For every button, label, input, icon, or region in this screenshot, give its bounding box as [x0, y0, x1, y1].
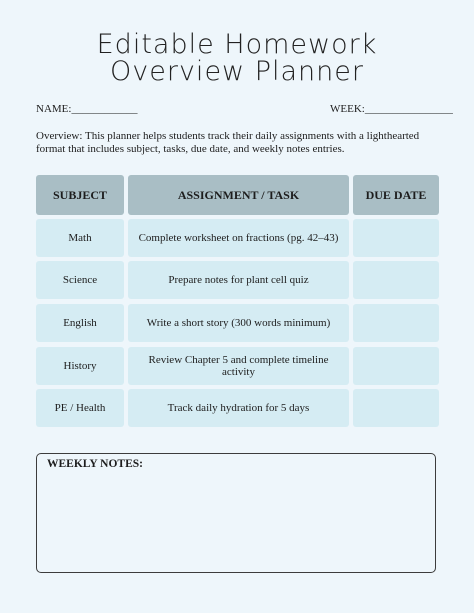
row-pe-health-task[interactable]: Track daily hydration for 5 days: [128, 389, 349, 427]
page-title-line-1: Editable Homework: [96, 29, 378, 60]
row-history-due-date[interactable]: [353, 347, 439, 385]
row-pe-health-subject[interactable]: PE / Health: [36, 389, 124, 427]
overview-text: Overview: This planner helps students track their daily assignments with a lighthearted format that includes subject, tasks, due date, and weekly notes entries.: [36, 130, 420, 155]
header-due-date: DUE DATE: [353, 175, 439, 215]
row-math-task[interactable]: Complete worksheet on fractions (pg. 42–43): [128, 219, 349, 257]
header-assignment-task: ASSIGNMENT / TASK: [128, 175, 349, 215]
row-english-due-date[interactable]: [353, 304, 439, 342]
row-pe-health-due-date[interactable]: [353, 389, 439, 427]
page-title-line-2: Overview Planner: [110, 56, 364, 87]
row-science-due-date[interactable]: [353, 261, 439, 299]
row-science-task[interactable]: Prepare notes for plant cell quiz: [128, 261, 349, 299]
row-english-task[interactable]: Write a short story (300 words minimum): [128, 304, 349, 342]
weekly-notes-box[interactable]: [36, 453, 436, 573]
week-field[interactable]: WEEK:________________: [330, 103, 453, 115]
weekly-notes-label: WEEKLY NOTES:: [47, 458, 143, 470]
row-math-due-date[interactable]: [353, 219, 439, 257]
row-history-task[interactable]: Review Chapter 5 and complete timeline activity: [128, 347, 349, 385]
row-english-subject[interactable]: English: [36, 304, 124, 342]
name-field[interactable]: NAME:____________: [36, 103, 138, 115]
row-history-subject[interactable]: History: [36, 347, 124, 385]
row-math-subject[interactable]: Math: [36, 219, 124, 257]
row-science-subject[interactable]: Science: [36, 261, 124, 299]
header-subject: SUBJECT: [36, 175, 124, 215]
